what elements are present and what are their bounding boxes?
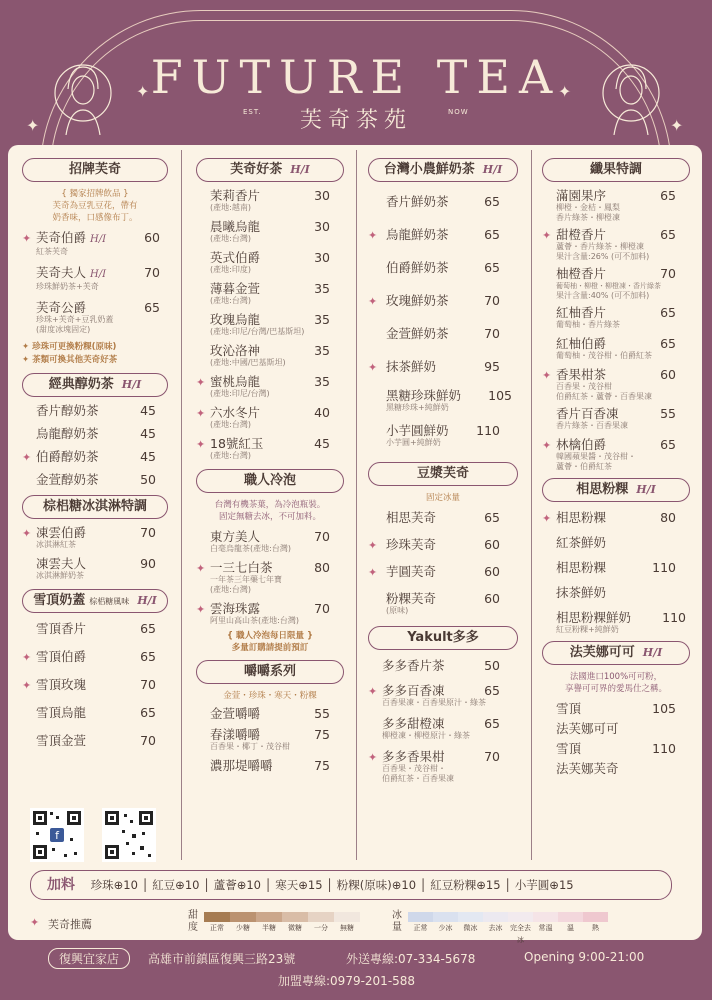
menu-item: 雪頂 110 xyxy=(556,741,676,756)
sparkle-icon: ✦ xyxy=(670,116,684,135)
star-icon: ✦ xyxy=(368,751,378,764)
scale-label: 一分 xyxy=(314,924,328,932)
note: { 職人冷泡每日限量 } xyxy=(226,631,314,641)
scale-label: 無糖 xyxy=(340,924,354,932)
menu-item: 雪頂 105 xyxy=(556,701,676,716)
scale-label: 完全去冰 xyxy=(510,924,531,944)
scale-step xyxy=(308,912,334,934)
star-icon: ✦ xyxy=(542,229,552,242)
section-desc: 固定無糖去冰，不可加料。 xyxy=(218,512,321,522)
menu-item: 香片百香凍 55 香片綠茶・百香果凍 xyxy=(556,406,676,430)
scale-label: 正常 xyxy=(413,924,428,932)
note: ✦ 茶類可換其他芙奇好茶 xyxy=(22,355,118,365)
menu-item: 玫沁洛神 35 (產地:中國/巴基斯坦) xyxy=(210,343,330,367)
section-title: 相思粉粿 H/I xyxy=(542,478,690,502)
star-icon: ✦ xyxy=(196,376,206,389)
sparkle-icon: ✦ xyxy=(558,82,572,101)
star-icon: ✦ xyxy=(368,361,378,374)
menu-item: 相思粉粿 110 xyxy=(556,560,676,575)
menu-item: ✦ 芋圓芙奇 60 xyxy=(368,564,500,579)
menu-item: ✦ 甜橙香片 65 蘆薈・香片綠茶・柳橙凍 果汁含量:26% (可不加料) xyxy=(542,227,676,261)
star-icon: ✦ xyxy=(22,679,32,692)
addon-item: 紅豆粉粿⊕15 xyxy=(430,878,501,892)
star-icon: ✦ xyxy=(542,512,552,525)
addon-item: 寒天⊕15 xyxy=(275,878,323,892)
menu-item: 烏龍醇奶茶 45 xyxy=(36,426,156,441)
scale-swatch xyxy=(256,912,282,922)
menu-item: 芙奇公爵 65 珍珠+芙奇+豆乳奶蓋 (甜度冰塊固定) xyxy=(36,300,160,334)
scale-label: 半糖 xyxy=(262,924,276,932)
star-icon: ✦ xyxy=(368,685,378,698)
menu-item: 小芋圓鮮奶 110 小芋圓+純鮮奶 xyxy=(386,423,500,447)
section-intro: { 獨家招牌飲品 } xyxy=(61,189,129,199)
scale-swatch xyxy=(334,912,360,922)
left-portrait-icon xyxy=(48,55,118,135)
star-icon: ✦ xyxy=(196,603,206,616)
section-title: 纖果特調 xyxy=(542,158,690,182)
note: 多量訂購請提前預訂 xyxy=(231,643,309,653)
menu-item: 法芙娜可可 xyxy=(556,721,619,736)
est-label: EST. xyxy=(243,108,262,116)
scale-label: 正常 xyxy=(210,924,224,932)
brand-subtitle: 芙奇茶苑 xyxy=(299,108,412,133)
section-title: 法芙娜可可 H/I xyxy=(542,641,690,665)
menu-item: ✦ 一三七白茶 80 一年茶三年藥七年寶 (產地:台灣) xyxy=(196,560,330,594)
scale-label: 少冰 xyxy=(438,924,453,932)
menu-item: 多多甜橙凍 65 柳橙凍・柳橙原汁・綠茶 xyxy=(382,716,500,740)
scale-step xyxy=(458,912,483,934)
menu-item: 茉莉香片 30 (產地:越南) xyxy=(210,188,330,212)
scale-step xyxy=(508,912,533,946)
addon-item: 小芋圓⊕15 xyxy=(514,878,574,892)
menu-item: 香片醇奶茶 45 xyxy=(36,403,156,418)
column-divider xyxy=(356,150,357,860)
scale-label: 去冰 xyxy=(488,924,503,932)
franchise-phone: 加盟專線:0979-201-588 xyxy=(278,974,416,988)
menu-item: ✦ 雲海珠露 70 阿里山高山茶(產地:台灣) xyxy=(196,601,330,625)
scale-step xyxy=(230,912,256,934)
note: ✦ 珍珠可更換粉粿(原味) xyxy=(22,342,117,352)
scale-step xyxy=(282,912,308,934)
menu-item: ✦ 玫瑰鮮奶茶 70 xyxy=(368,293,500,308)
legend xyxy=(30,910,670,944)
menu-item: ✦ 18號紅玉 45 (產地:台灣) xyxy=(196,436,330,460)
star-icon: ✦ xyxy=(542,369,552,382)
star-icon: ✦ xyxy=(368,539,378,552)
section-desc: 固定冰量 xyxy=(425,493,460,503)
menu-item: 凍雲夫人 90 冰淇淋鮮奶茶 xyxy=(36,556,156,580)
scale-label: 微糖 xyxy=(288,924,302,932)
now-label: NOW xyxy=(448,108,469,116)
star-icon: ✦ xyxy=(368,295,378,308)
sugar-scale xyxy=(204,912,360,934)
menu-column-3 xyxy=(368,150,518,784)
section-title: 棕梠糖冰淇淋特調 xyxy=(22,495,168,519)
brand-title: FUTURE TEA xyxy=(150,50,562,104)
delivery-phone: 外送專線:07-334-5678 xyxy=(346,952,476,966)
star-icon: ✦ xyxy=(30,916,40,929)
footer xyxy=(8,945,702,995)
scale-swatch xyxy=(558,912,583,922)
menu-item: ✦ 多多香果柑 70 百香果・茂谷柑・ 伯爵紅茶・百香果凍 xyxy=(368,749,500,783)
scale-swatch xyxy=(433,912,458,922)
menu-item: 伯爵鮮奶茶 65 xyxy=(386,260,500,275)
menu-item: 春漾嚼嚼 75 百香果・椰丁・茂谷柑 xyxy=(210,727,330,751)
svg-text:f: f xyxy=(55,829,59,842)
menu-item: ✦ 香果柑茶 60 百香果・茂谷柑 伯爵紅茶・蘆薈・百香果凍 xyxy=(542,367,676,401)
section-desc: 芙奇為豆乳豆花，帶有 xyxy=(52,201,138,211)
star-icon: ✦ xyxy=(22,651,32,664)
menu-item: 相思粉粿鮮奶 110 紅豆粉粿+純鮮奶 xyxy=(556,610,686,634)
store-badge: 復興宜家店 xyxy=(48,948,130,969)
menu-item: 雪頂金萱 70 xyxy=(36,733,156,748)
menu-item: ✦ 相思粉粿 80 xyxy=(542,510,676,525)
menu-item: 雪頂烏龍 65 xyxy=(36,705,156,720)
addons-bar: 加料 珍珠⊕10 │ 紅豆⊕10 │ 蘆薈⊕10 │ 寒天⊕15 │ 粉粿(原味)⊕10 │ 紅豆粉粿⊕15 │ 小芋圓⊕15 xyxy=(30,870,672,900)
scale-swatch xyxy=(483,912,508,922)
menu-item: 抹茶鮮奶 xyxy=(556,585,607,600)
scale-swatch xyxy=(308,912,334,922)
menu-item: 晨曦烏龍 30 (產地:台灣) xyxy=(210,219,330,243)
section-title-text: 招牌芙奇 xyxy=(68,162,121,177)
menu-item: 玫瑰烏龍 35 (產地:印尼/台灣/巴基斯坦) xyxy=(210,312,330,336)
facebook-qr-code[interactable] xyxy=(30,808,84,862)
star-icon: ✦ xyxy=(196,562,206,575)
menu-item: 紅柚香片 65 葡萄柚・香片綠茶 xyxy=(556,305,676,329)
menu-item: ✦ 多多百香凍 65 百香果凍・百香果原汁・綠茶 xyxy=(368,683,500,707)
section-desc: 金萱・珍珠・寒天・粉粿 xyxy=(223,691,317,701)
menu-item: 雪頂香片 65 xyxy=(36,621,156,636)
section-desc: 奶香味，口感像布丁。 xyxy=(52,213,138,223)
section-desc: 台灣有機茶葉，為冷泡瓶裝。 xyxy=(214,500,326,510)
menu-item: ✦ 六水冬片 40 (產地:台灣) xyxy=(196,405,330,429)
scale-step xyxy=(558,912,583,934)
menu-item: 金萱嚼嚼 55 xyxy=(210,706,330,721)
menu-item: ✦ 烏龍鮮奶茶 65 xyxy=(368,227,500,242)
star-icon: ✦ xyxy=(22,232,32,245)
scale-step xyxy=(204,912,230,934)
menu-item: ✦ 蜜桃烏龍 35 (產地:印尼/台灣) xyxy=(196,374,330,398)
menu-item: ✦ 伯爵醇奶茶 45 xyxy=(22,449,156,464)
section-desc: 法國進口100%可可粉， xyxy=(569,672,663,682)
section-desc: 享譽可可界的愛馬仕之稱。 xyxy=(564,684,667,694)
star-icon: ✦ xyxy=(368,566,378,579)
section-title: 豆漿芙奇 xyxy=(368,462,518,486)
menu-item: ✦ 凍雲伯爵 70 冰淇淋紅茶 xyxy=(22,525,156,549)
ice-label: 冰 量 xyxy=(392,910,402,933)
line-qr-code[interactable] xyxy=(102,808,156,862)
store-address: 高雄市前鎮區復興三路23號 xyxy=(148,952,296,966)
menu-item: 金萱鮮奶茶 70 xyxy=(386,326,500,341)
addons-label: 加料 xyxy=(47,877,75,893)
scale-swatch xyxy=(230,912,256,922)
scale-step xyxy=(408,912,433,934)
scale-step xyxy=(483,912,508,934)
scale-swatch xyxy=(508,912,533,922)
menu-item: 英式伯爵 30 (產地:印度) xyxy=(210,250,330,274)
menu-item: 滿園果序 65 柳橙・金桔・鳳梨 香片綠茶・柳橙凍 xyxy=(556,188,676,222)
addon-item: 紅豆⊕10 xyxy=(152,878,200,892)
section-title xyxy=(22,158,168,182)
sparkle-icon: ✦ xyxy=(26,116,40,135)
menu-item: 紅柚伯爵 65 葡萄柚・茂谷柑・伯爵紅茶 xyxy=(556,336,676,360)
menu-column-1 xyxy=(22,150,168,842)
scale-label: 少糖 xyxy=(236,924,250,932)
addon-item: 珍珠⊕10 xyxy=(90,878,138,892)
addon-item: 粉粿(原味)⊕10 xyxy=(336,878,417,892)
menu-item: 黑糖珍珠鮮奶 105 黑糖珍珠+純鮮奶 xyxy=(386,388,512,412)
sugar-label: 甜 度 xyxy=(188,910,198,933)
menu-column-4 xyxy=(542,150,690,776)
menu-item: ✦ 芙奇伯爵 H/I 60 紅茶芙奇 xyxy=(22,230,160,256)
menu-item: 濃那堤嚼嚼 75 xyxy=(210,758,330,773)
menu-item: 紅茶鮮奶 xyxy=(556,535,607,550)
menu-item: ✦ 林檎伯爵 65 韓國蘋果醬・茂谷柑・ 蘆薈・伯爵紅茶 xyxy=(542,437,676,471)
menu-item: ✦ 雪頂伯爵 65 xyxy=(22,649,156,664)
scale-swatch xyxy=(583,912,608,922)
scale-swatch xyxy=(533,912,558,922)
menu-item: ✦ 抹茶鮮奶 95 xyxy=(368,359,500,374)
menu-item: 柚橙香片 70 葡萄柚・柳橙・柳橙凍・香片綠茶 果汁含量:40% (可不加料) xyxy=(556,266,676,300)
scale-step xyxy=(433,912,458,934)
menu-item: ✦ 珍珠芙奇 60 xyxy=(368,537,500,552)
menu-item: 法芙娜芙奇 xyxy=(556,761,619,776)
menu-item: 多多香片茶 50 xyxy=(382,658,500,673)
section-title: 芙奇好茶 H/I xyxy=(196,158,344,182)
section-title: 職人冷泡 xyxy=(196,469,344,493)
star-icon: ✦ xyxy=(196,438,206,451)
scale-swatch xyxy=(204,912,230,922)
scale-step xyxy=(334,912,360,934)
menu-item: 粉粿芙奇 60 (原味) xyxy=(386,591,500,615)
menu-item: 金萱醇奶茶 50 xyxy=(36,472,156,487)
star-icon: ✦ xyxy=(542,439,552,452)
star-icon: ✦ xyxy=(22,451,32,464)
scale-step xyxy=(583,912,608,934)
scale-label: 熱 xyxy=(592,924,599,932)
opening-hours: Opening 9:00-21:00 xyxy=(524,950,645,964)
scale-label: 溫 xyxy=(567,924,574,932)
scale-label: 常溫 xyxy=(538,924,553,932)
menu-column-2 xyxy=(196,150,344,773)
right-portrait-icon xyxy=(596,55,666,135)
section-title: 雪頂奶蓋 棕梠糖風味 H/I xyxy=(22,589,168,613)
ice-scale xyxy=(408,912,608,946)
scale-step xyxy=(256,912,282,934)
section-title: 台灣小農鮮奶茶 H/I xyxy=(368,158,518,182)
star-icon: ✦ xyxy=(368,229,378,242)
scale-swatch xyxy=(408,912,433,922)
menu-item: ✦ 雪頂玫瑰 70 xyxy=(22,677,156,692)
scale-swatch xyxy=(282,912,308,922)
star-icon: ✦ xyxy=(22,527,32,540)
section-title: 嚼嚼系列 xyxy=(196,660,344,684)
column-divider xyxy=(531,150,532,860)
sparkle-icon: ✦ xyxy=(136,82,150,101)
menu-item: 相思芙奇 65 xyxy=(386,510,500,525)
menu-item: 薄暮金萱 35 (產地:台灣) xyxy=(210,281,330,305)
scale-step xyxy=(533,912,558,934)
section-title: 經典醇奶茶 H/I xyxy=(22,373,168,397)
recommend-label: 芙奇推薦 xyxy=(48,918,92,931)
section-title: Yakult多多 xyxy=(368,626,518,650)
scale-swatch xyxy=(458,912,483,922)
column-divider xyxy=(181,150,182,860)
scale-label: 微冰 xyxy=(463,924,478,932)
menu-item: 香片鮮奶茶 65 xyxy=(386,194,500,209)
menu-item: 芙奇夫人 H/I 70 珍珠鮮奶茶+芙奇 xyxy=(36,265,160,291)
menu-item: 東方美人 70 白毫烏龍茶(產地:台灣) xyxy=(210,529,330,553)
star-icon: ✦ xyxy=(196,407,206,420)
addon-item: 蘆薈⊕10 xyxy=(213,878,261,892)
